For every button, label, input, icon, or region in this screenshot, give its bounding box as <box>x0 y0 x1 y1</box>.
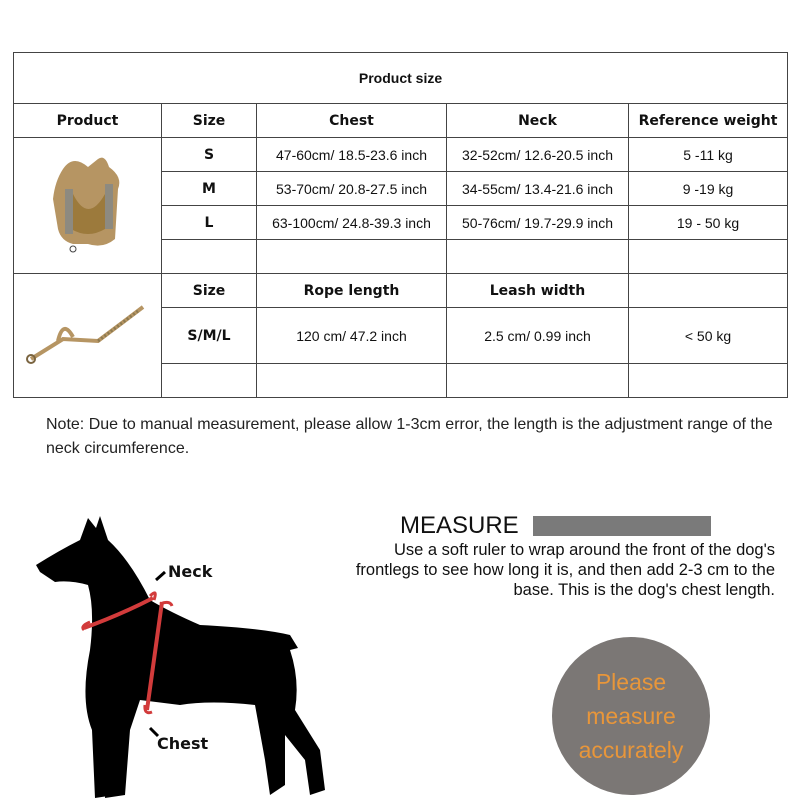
empty-cell <box>629 274 788 308</box>
size-cell: S/M/L <box>162 308 257 364</box>
rope-length-cell: 120 cm/ 47.2 inch <box>257 308 447 364</box>
harness-icon <box>43 149 133 259</box>
weight-cell: < 50 kg <box>629 308 788 364</box>
measure-bar <box>533 516 711 536</box>
chest-cell: 63-100cm/ 24.8-39.3 inch <box>257 206 447 240</box>
size-cell: S <box>162 138 257 172</box>
chest-cell: 47-60cm/ 18.5-23.6 inch <box>257 138 447 172</box>
size-cell: M <box>162 172 257 206</box>
leash-width-cell: 2.5 cm/ 0.99 inch <box>447 308 629 364</box>
badge-line: accurately <box>578 737 684 763</box>
leash-header-size: Size <box>162 274 257 308</box>
empty-cell <box>629 364 788 398</box>
dog-silhouette <box>0 500 340 800</box>
weight-cell: 19 - 50 kg <box>629 206 788 240</box>
weight-cell: 9 -19 kg <box>629 172 788 206</box>
empty-cell <box>629 240 788 274</box>
table-title: Product size <box>14 53 788 104</box>
neck-cell: 50-76cm/ 19.7-29.9 inch <box>447 206 629 240</box>
leash-header-width: Leash width <box>447 274 629 308</box>
neck-cell: 32-52cm/ 12.6-20.5 inch <box>447 138 629 172</box>
empty-cell <box>257 364 447 398</box>
header-neck: Neck <box>447 104 629 138</box>
measure-title: MEASURE <box>400 512 519 539</box>
harness-image <box>14 138 162 274</box>
header-chest: Chest <box>257 104 447 138</box>
header-size: Size <box>162 104 257 138</box>
measure-accurately-badge <box>552 637 710 795</box>
header-product: Product <box>14 104 162 138</box>
neck-cell: 34-55cm/ 13.4-21.6 inch <box>447 172 629 206</box>
size-table <box>13 52 788 398</box>
chest-cell: 53-70cm/ 20.8-27.5 inch <box>257 172 447 206</box>
measurement-note: Note: Due to manual measurement, please allow 1-3cm error, the length is the adjustment range of the neck circumference. <box>46 416 773 457</box>
table-row <box>14 138 788 172</box>
empty-cell <box>447 240 629 274</box>
empty-cell <box>447 364 629 398</box>
measure-instructions: Use a soft ruler to wrap around the front of the dog's frontlegs to see how long it is, and then add 2-3 cm to the base. This is the dog's chest length. <box>355 541 775 599</box>
badge-line: measure <box>586 703 676 729</box>
empty-cell <box>162 364 257 398</box>
weight-cell: 5 -11 kg <box>629 138 788 172</box>
chest-label: Chest <box>157 734 209 753</box>
leash-image <box>14 274 162 398</box>
empty-cell <box>162 240 257 274</box>
badge-line: Please <box>595 669 667 695</box>
size-cell: L <box>162 206 257 240</box>
empty-cell <box>257 240 447 274</box>
leash-icon <box>23 299 153 369</box>
header-weight: Reference weight <box>629 104 788 138</box>
neck-label: Neck <box>168 562 213 581</box>
leash-header-rope: Rope length <box>257 274 447 308</box>
